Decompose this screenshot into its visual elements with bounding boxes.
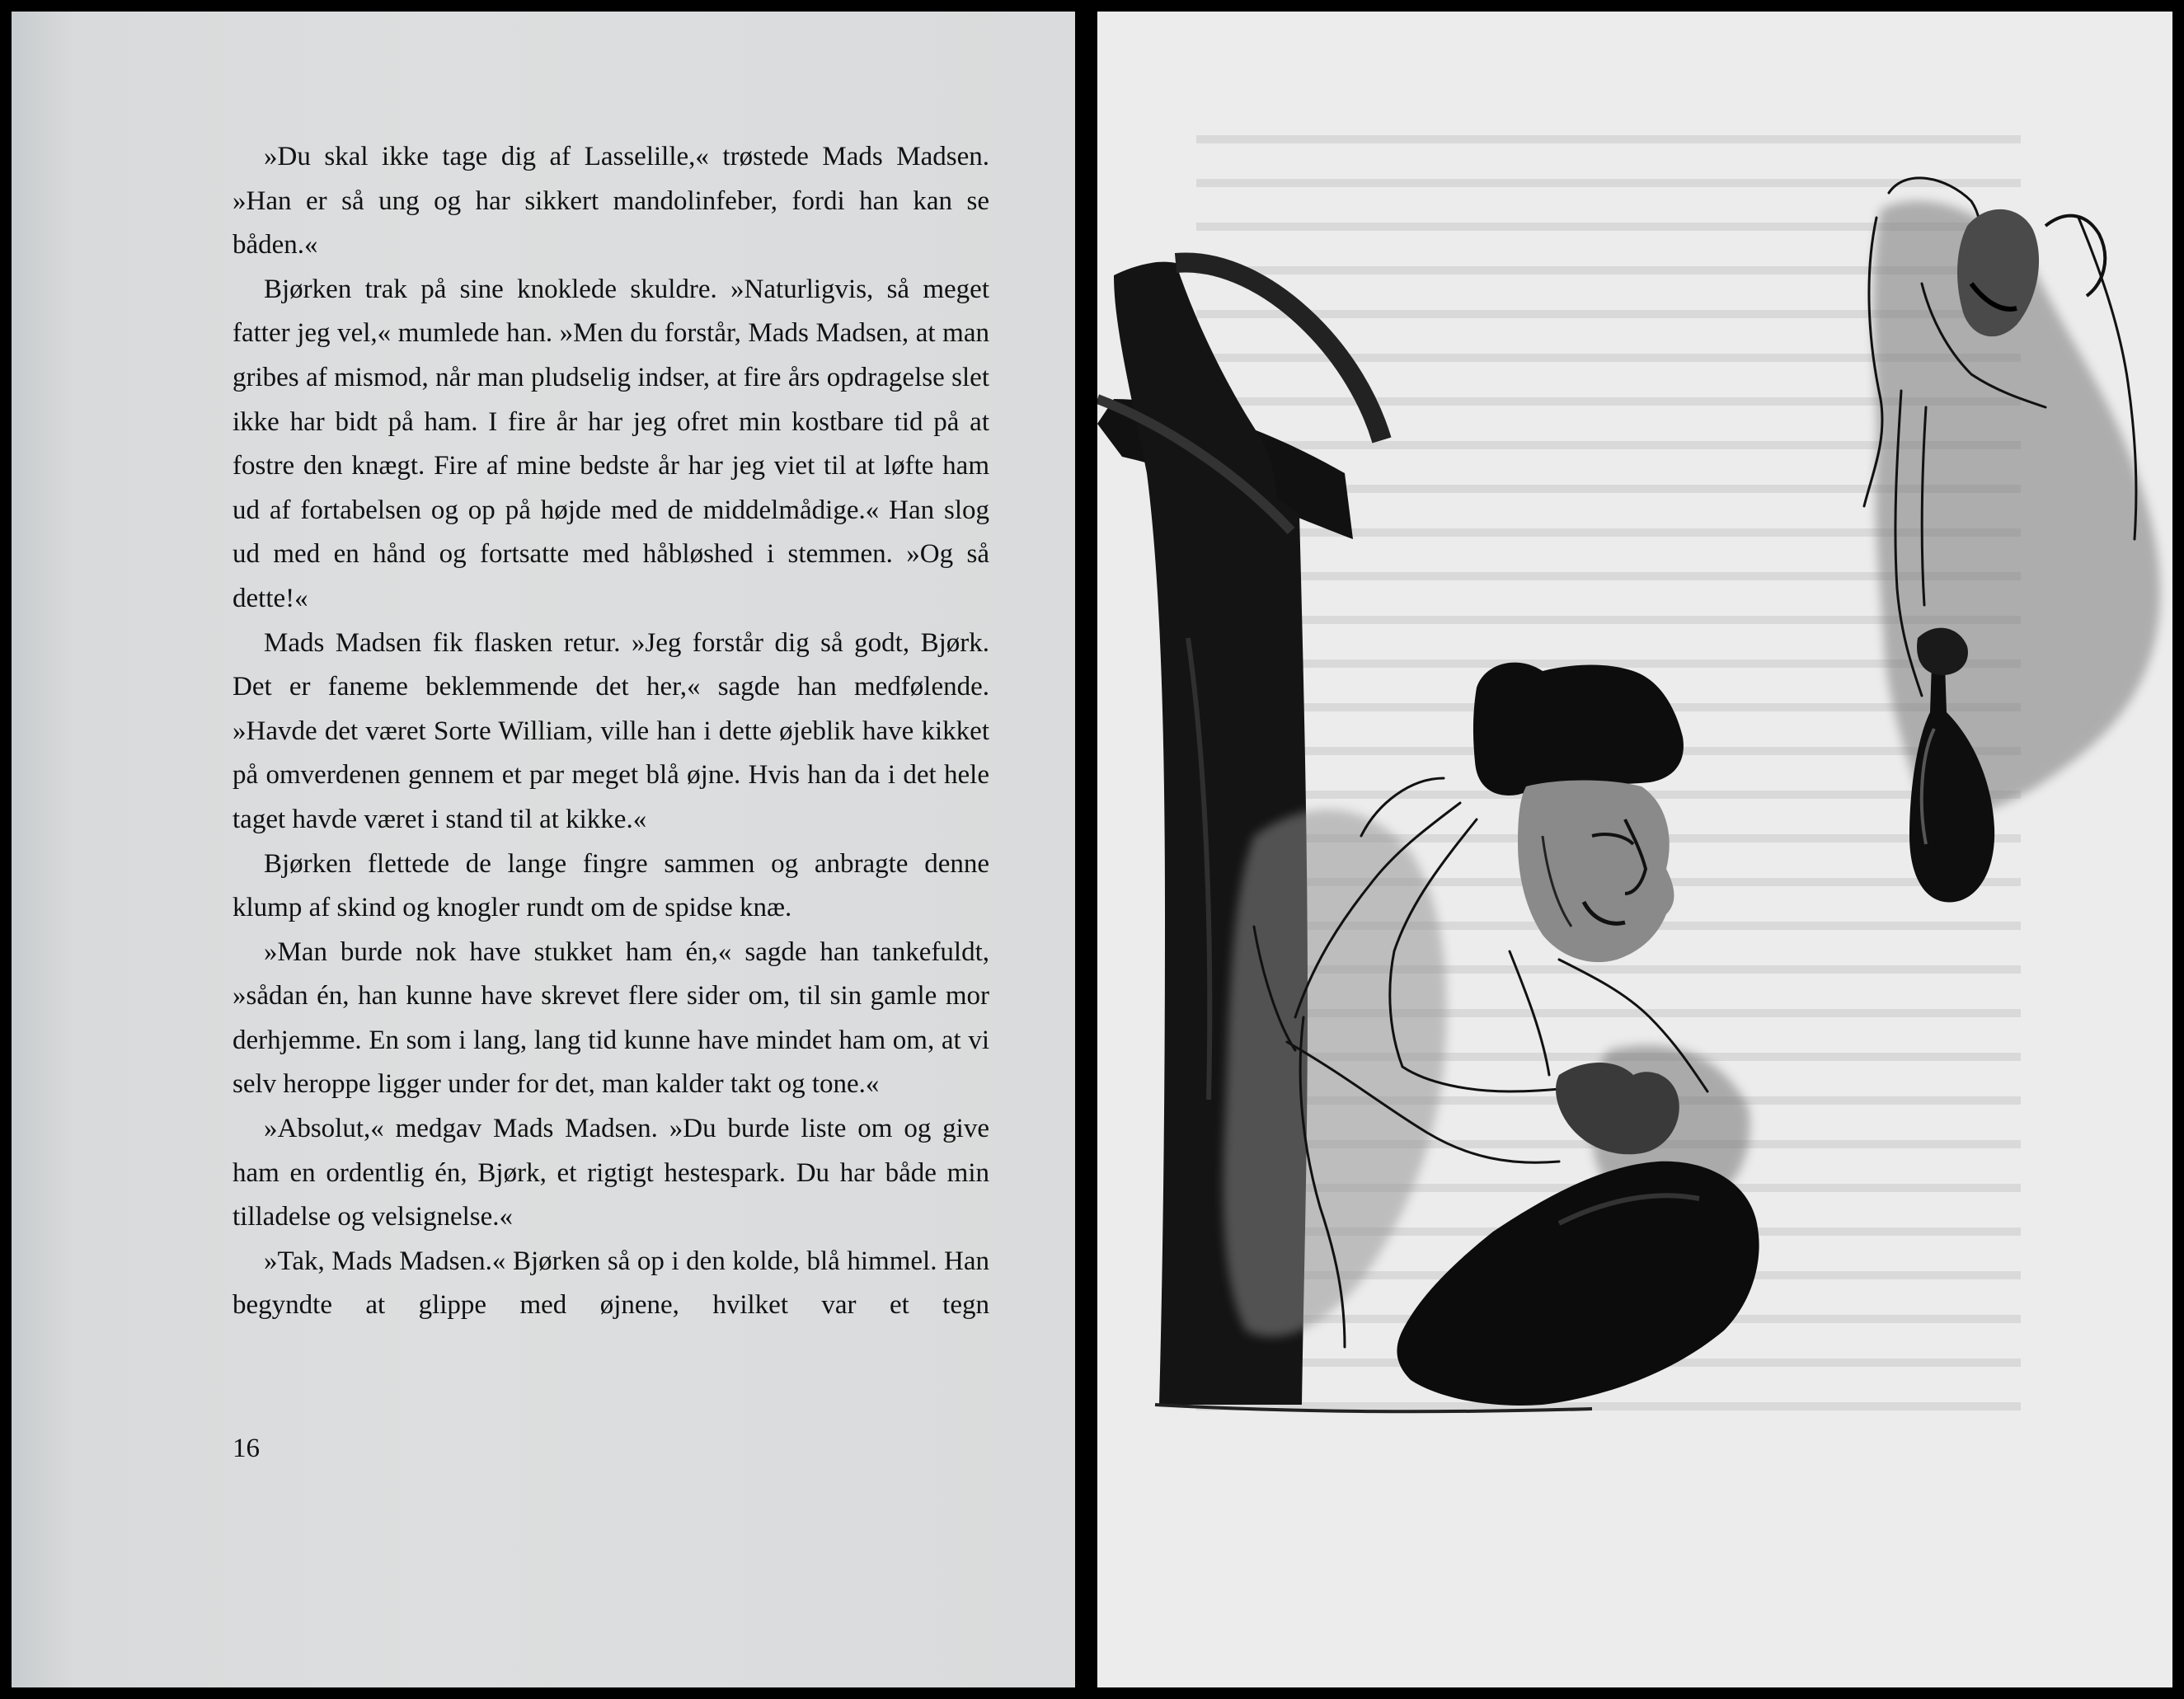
paragraph-6: »Absolut,« medgav Mads Madsen. »Du burde liste om og give ham en ordentlig én, Bjørk, et rigtigt hestespark. Du har både min tilladelse og velsignelse.« (232, 1114, 989, 1232)
paragraph-1: »Du skal ikke tage dig af Lasselille,« trøstede Mads Madsen. »Han er så ung og har sikkert mandolinfeber, fordi han kan se båden.« (232, 142, 989, 260)
paragraph-5: »Man burde nok have stukket ham én,« sagde han tankefuldt, »sådan én, han kunne have skrevet flere sider om, til sin gamle mor derhjemme. En som i lang, lang tid kunne have mindet ham om, at vi selv heroppe ligger under for det, man kalder takt og tone.« (232, 936, 989, 1100)
paragraph-3: Mads Madsen fik flasken retur. »Jeg forstår dig så godt, Bjørk. Det er faneme beklemmende det her,« sagde han medfølende. »Havde det været Sorte William, ville han i dette øjeblik have kikket på omverdenen gennem et par meget blå øjne. Hvis han da i det hele taget havde været i stand til at kikke.« (232, 627, 989, 834)
paragraph-4: Bjørken flettede de lange fingre sammen og anbragte denne klump af skind og knogler rundt om de spidse knæ. (232, 848, 989, 923)
trousers (1397, 1162, 1759, 1406)
ground-shadow (1155, 1405, 1592, 1411)
paragraph-2: Bjørken trak på sine knoklede skuldre. »Naturligvis, så meget fatter jeg vel,« mumlede han. »Men du forstår, Mads Madsen, at man gribes af mismod, når man pludselig indser, at fire års opdragelse slet ikke har bidt på ham. I fire år har jeg ofret min kostbare tid på at fostre den knægt. Fire af mine bedste år har jeg viet til at løfte ham ud af fortabelsen og op på højde med de middelmådige.« Han slog ud med en hånd og fortsatte med håbløshed i stemmen. »Og så dette!« (232, 274, 989, 613)
clasped-hands (1556, 1063, 1679, 1154)
seated-figure-face (1518, 781, 1674, 963)
left-page (12, 12, 1075, 1687)
body-text (232, 135, 989, 1328)
page-number: 16 (232, 1434, 260, 1463)
hat (1473, 663, 1684, 796)
paragraph-7: »Tak, Mads Madsen.« Bjørken så op i den kolde, blå himmel. Han begyndte at glippe med øjnene, hvilket var et tegn (232, 1246, 989, 1321)
ink-drawing-illustration (1097, 12, 2172, 1687)
right-page (1097, 12, 2172, 1687)
